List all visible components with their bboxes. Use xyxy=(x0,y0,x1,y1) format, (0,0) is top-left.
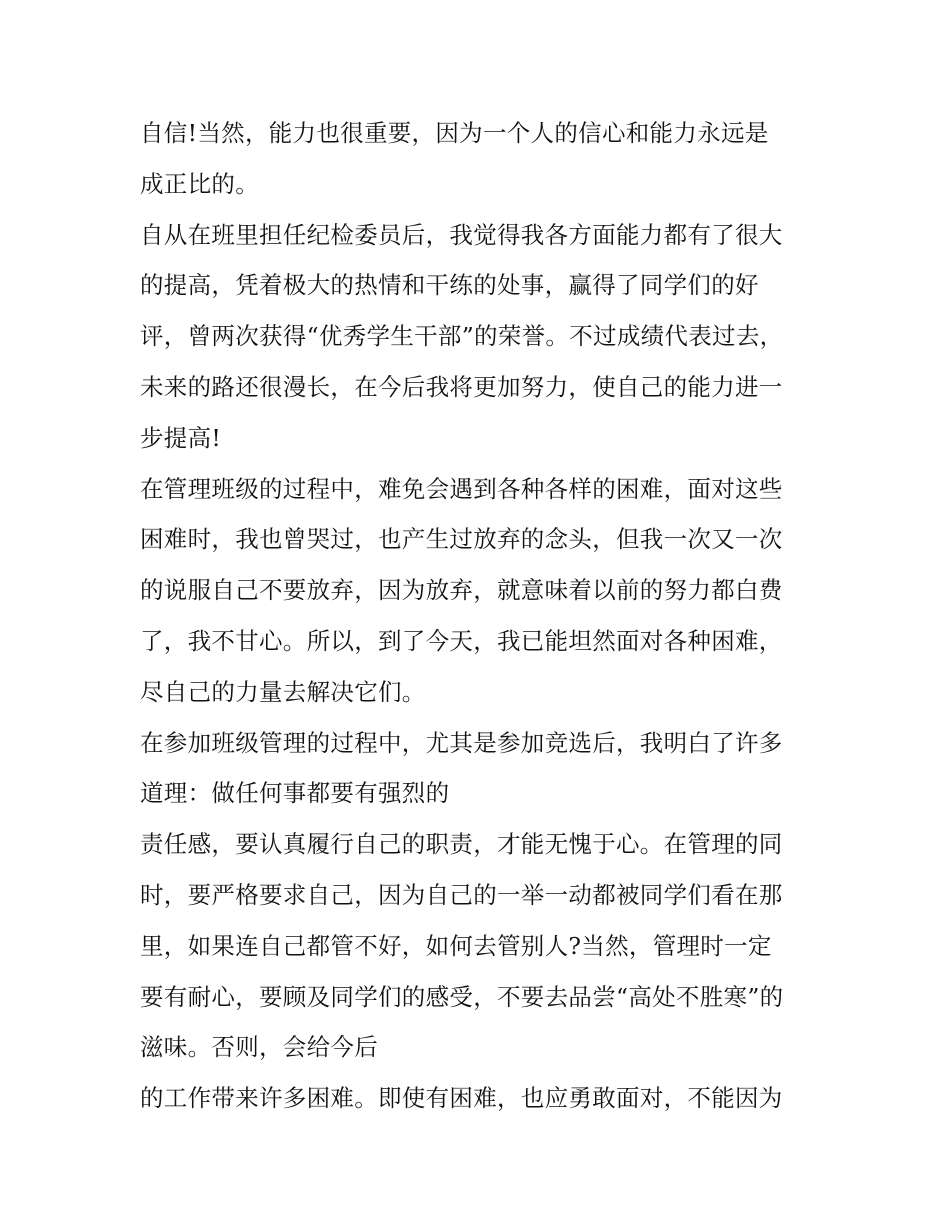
text-line: 成正比的。 xyxy=(140,169,259,198)
text-line: 困难时，我也曾哭过，也产生过放弃的念头，但我一次又一次 xyxy=(140,525,783,554)
text-line: 的说服自己不要放弃，因为放弃，就意味着以前的努力都白费 xyxy=(140,576,783,605)
text-line: 未来的路还很漫长，在今后我将更加努力，使自己的能力进一 xyxy=(140,372,783,401)
text-line: 滋味。否则，会给今后 xyxy=(140,1033,378,1062)
text-line: 时，要严格要求自己，因为自己的一举一动都被同学们看在那 xyxy=(140,880,783,909)
text-line: 里，如果连自己都管不好，如何去管别人?当然，管理时一定 xyxy=(140,931,772,960)
text-line: 要有耐心，要顾及同学们的感受，不要去品尝“高处不胜寒”的 xyxy=(140,982,784,1011)
text-line: 自信!当然，能力也很重要，因为一个人的信心和能力永远是 xyxy=(140,119,769,147)
body-text xyxy=(140,108,820,1124)
text-line: 在参加班级管理的过程中，尤其是参加竞选后，我明白了许多 xyxy=(140,728,783,757)
text-line: 责任感，要认真履行自己的职责，才能无愧于心。在管理的同 xyxy=(140,830,783,859)
text-line: 步提高! xyxy=(140,423,222,452)
text-line: 的提高，凭着极大的热情和干练的处事，赢得了同学们的好 xyxy=(140,271,759,300)
text-line: 评，曾两次获得“优秀学生干部”的荣誉。不过成绩代表过去， xyxy=(140,322,784,351)
text-line: 在管理班级的过程中，难免会遇到各种各样的困难，面对这些 xyxy=(140,474,783,503)
text-line: 自从在班里担任纪检委员后，我觉得我各方面能力都有了很大 xyxy=(140,220,783,249)
text-line: 道理：做任何事都要有强烈的 xyxy=(140,779,450,808)
text-line: 了，我不甘心。所以，到了今天，我已能坦然面对各种困难， xyxy=(140,626,783,655)
text-line: 的工作带来许多困难。即使有困难，也应勇敢面对，不能因为 xyxy=(140,1084,783,1113)
text-line: 尽自己的力量去解决它们。 xyxy=(140,677,426,706)
